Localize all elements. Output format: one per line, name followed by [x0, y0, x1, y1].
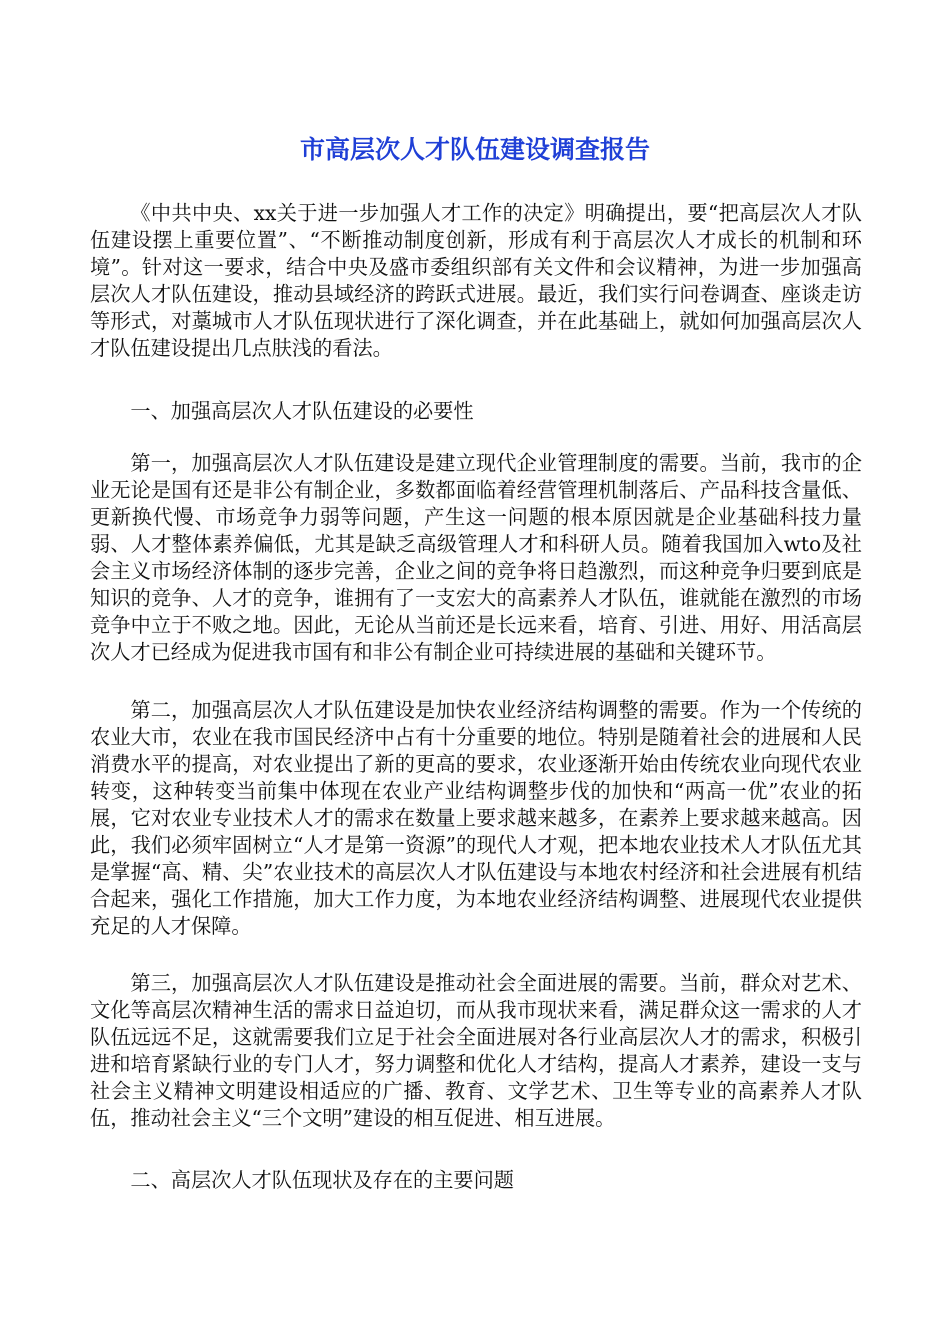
intro-paragraph: 《中共中央、xx关于进一步加强人才工作的决定》明确提出，要“把高层次人才队伍建设摆上重要位置”、“不断推动制度创新，形成有利于高层次人才成长的机制和环境”。针对这一要求，结合中央及盛市委组织部有关文件和会议精神，为进一步加强高层次人才队伍建设，推动县域经济的跨跃式进展。最近，我们实行问卷调查、座谈走访等形式，对藁城市人才队伍现状进行了深化调查，并在此基础上，就如何加强高层次人才队伍建设提出几点肤浅的看法。: [90, 201, 862, 360]
paragraph-third: 第三，加强高层次人才队伍建设是推动社会全面进展的需要。当前，群众对艺术、文化等高层次精神生活的需求日益迫切，而从我市现状来看，满足群众这一需求的人才队伍远远不足，这就需要我们立足于社会全面进展对各行业高层次人才的需求，积极引进和培育紧缺行业的专门人才，努力调整和优化人才结构，提高人才素养，建设一支与社会主义精神文明建设相适应的广播、教育、文学艺术、卫生等专业的高素养人才队伍，推动社会主义“三个文明”建设的相互促进、相互进展。: [90, 971, 862, 1130]
document-title: 市高层次人才队伍建设调查报告: [299, 135, 650, 164]
section-heading-1: 一、加强高层次人才队伍建设的必要性: [130, 399, 474, 423]
paragraph-first: 第一，加强高层次人才队伍建设是建立现代企业管理制度的需要。当前，我市的企业无论是国有还是非公有制企业，多数都面临着经营管理机制落后、产品科技含量低、更新换代慢、市场竞争力弱等问题，产生这一问题的根本原因就是企业基础科技力量弱、人才整体素养偏低，尤其是缺乏高级管理人才和科研人员。随着我国加入wto及社会主义市场经济体制的逐步完善，企业之间的竞争将日趋激烈，而这种竞争归要到底是知识的竞争、人才的竞争，谁拥有了一支宏大的高素养人才队伍，谁就能在激烈的市场竞争中立于不败之地。因此，无论从当前还是长远来看，培育、引进、用好、用活高层次人才已经成为促进我市国有和非公有制企业可持续进展的基础和关键环节。: [90, 451, 862, 664]
section-heading-2: 二、高层次人才队伍现状及存在的主要问题: [130, 1168, 514, 1192]
paragraph-second: 第二，加强高层次人才队伍建设是加快农业经济结构调整的需要。作为一个传统的农业大市，农业在我市国民经济中占有十分重要的地位。特别是随着社会的进展和人民消费水平的提高，对农业提出了新的更高的要求，农业逐渐开始由传统农业向现代农业转变，这种转变当前集中体现在农业产业结构调整步伐的加快和“两高一优”农业的拓展，它对农业专业技术人才的需求在数量上要求越来越多，在素养上要求越来越高。因此，我们必须牢固树立“人才是第一资源”的现代人才观，把本地农业技术人才队伍尤其是掌握“高、精、尖”农业技术的高层次人才队伍建设与本地农村经济和社会进展有机结合起来，强化工作措施，加大工作力度，为本地农业经济结构调整、进展现代农业提供充足的人才保障。: [90, 698, 862, 938]
